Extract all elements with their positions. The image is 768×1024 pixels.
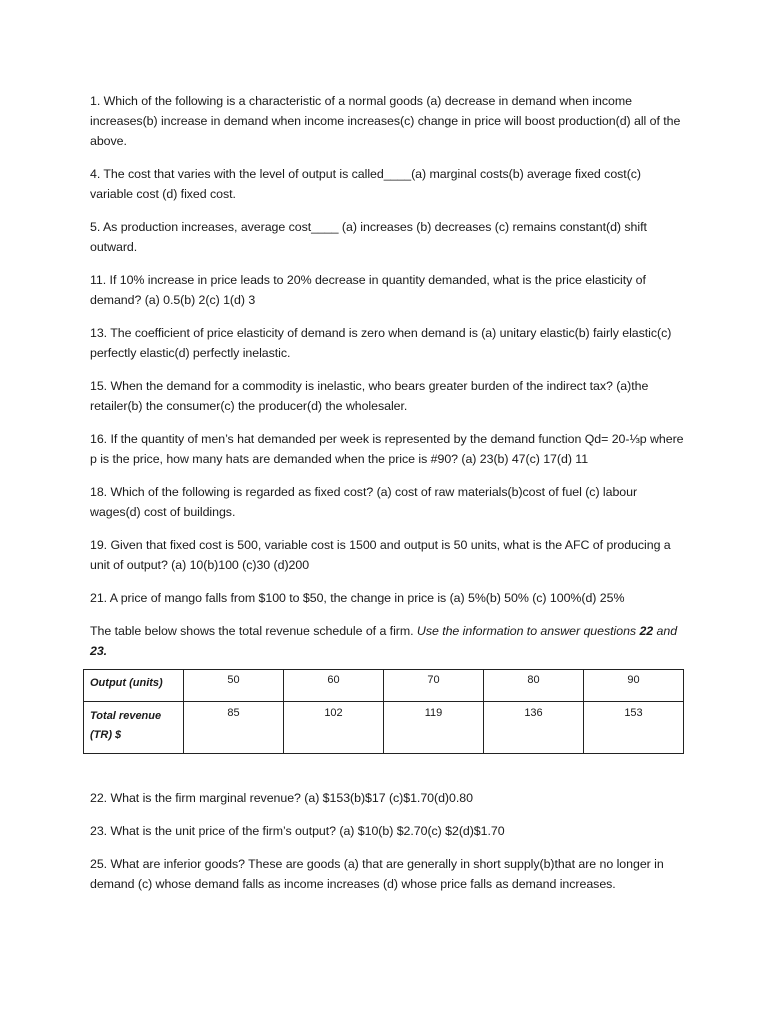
table-cell: 136 xyxy=(484,702,584,754)
question-16: 16. If the quantity of men’s hat demanded per week is represented by the demand function Qd= 20-⅓p where p is the price, how many hats are demanded when the price is #90? (a) 23(b) 47(c) 17(d) 11 xyxy=(90,432,684,466)
table-cell: 153 xyxy=(584,702,684,754)
question-18: 18. Which of the following is regarded as fixed cost? (a) cost of raw materials(b)cost of fuel (c) labour wages(d) cost of buildings. xyxy=(90,485,638,519)
revenue-table xyxy=(83,669,684,754)
intro-and: and xyxy=(653,624,678,638)
intro-plain: The table below shows the total revenue schedule of a firm. xyxy=(90,624,417,638)
table-cell: 50 xyxy=(184,670,284,702)
question-22: 22. What is the firm marginal revenue? (a) $153(b)$17 (c)$1.70(d)0.80 xyxy=(90,791,473,805)
table-row-header: Output (units) xyxy=(84,670,184,702)
question-23: 23. What is the unit price of the firm’s output? (a) $10(b) $2.70(c) $2(d)$1.70 xyxy=(90,824,505,838)
question-4: 4. The cost that varies with the level of output is called____(a) marginal costs(b) average fixed cost(c) variable cost (d) fixed cost. xyxy=(90,167,641,201)
table-cell: 85 xyxy=(184,702,284,754)
question-13: 13. The coefficient of price elasticity of demand is zero when demand is (a) unitary elastic(b) fairly elastic(c) perfectly elastic(d) perfectly inelastic. xyxy=(90,326,672,360)
table-intro xyxy=(90,621,684,661)
question-21: 21. A price of mango falls from $100 to $50, the change in price is (a) 5%(b) 50% (c) 100%(d) 25% xyxy=(90,591,625,605)
table-cell: 80 xyxy=(484,670,584,702)
question-11: 11. If 10% increase in price leads to 20% decrease in quantity demanded, what is the price elasticity of demand? (a) 0.5(b) 2(c) 1(d) 3 xyxy=(90,273,646,307)
question-5: 5. As production increases, average cost____ (a) increases (b) decreases (c) remains constant(d) shift outward. xyxy=(90,220,647,254)
table-cell: 70 xyxy=(384,670,484,702)
table-cell: 119 xyxy=(384,702,484,754)
table-cell: 60 xyxy=(284,670,384,702)
intro-italic: Use the information to answer questions xyxy=(416,624,640,638)
question-25: 25. What are inferior goods? These are goods (a) that are generally in short supply(b)that are no longer in demand (c) whose demand falls as income increases (d) whose price falls as demand increases. xyxy=(90,857,664,891)
table-row xyxy=(84,702,684,754)
question-15: 15. When the demand for a commodity is inelastic, who bears greater burden of the indirect tax? (a)the retailer(b) the consumer(c) the producer(d) the wholesaler. xyxy=(90,379,649,413)
question-1: 1. Which of the following is a characteristic of a normal goods (a) decrease in demand when income increases(b) increase in demand when income increases(c) change in price will boost production(d) all of the above. xyxy=(90,94,681,148)
table-cell: 102 xyxy=(284,702,384,754)
table-row xyxy=(84,670,684,702)
question-19: 19. Given that fixed cost is 500, variable cost is 1500 and output is 50 units, what is the AFC of producing a unit of output? (a) 10(b)100 (c)30 (d)200 xyxy=(90,538,671,572)
intro-bold-23: 23. xyxy=(90,644,108,658)
intro-bold-22: 22 xyxy=(639,624,654,638)
table-row-header: Total revenue (TR) $ xyxy=(84,702,184,754)
table-cell: 90 xyxy=(584,670,684,702)
